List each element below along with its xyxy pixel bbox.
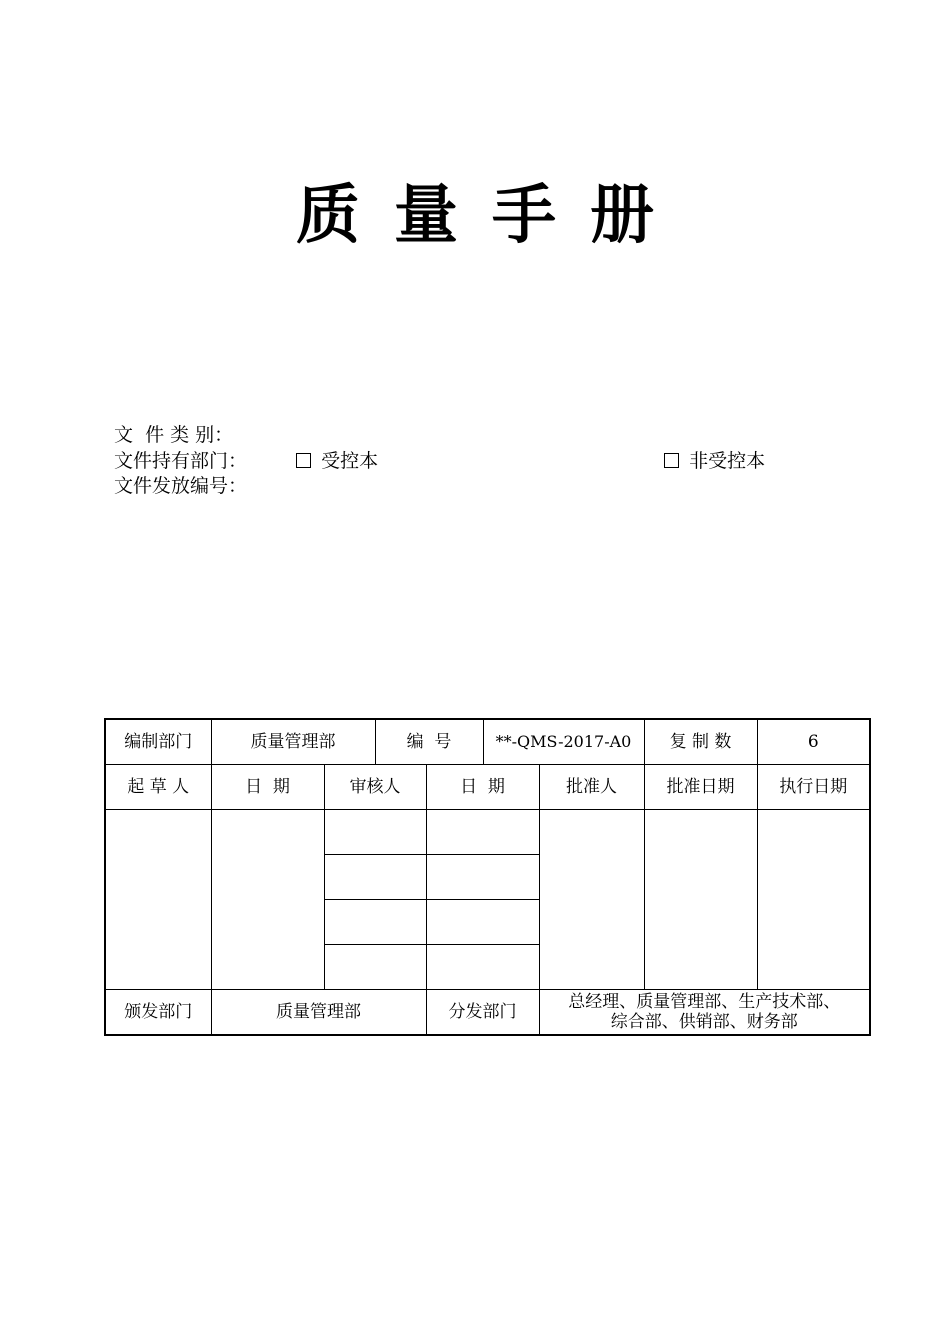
compile-dept-label: 编制部门 [105,719,211,765]
controlled-option[interactable] [284,422,378,474]
date-label-1: 日 期 [211,765,324,810]
table-row [105,765,870,810]
approve-date-cell[interactable] [644,810,757,990]
table-row [105,719,870,765]
effective-date-label: 执行日期 [757,765,870,810]
approve-date-label: 批准日期 [644,765,757,810]
approval-table [104,718,871,1036]
date-cell-1[interactable] [211,810,324,990]
reviewer-cell[interactable] [324,855,426,900]
controlled-label: 受控本 [321,450,379,472]
drafter-cell[interactable] [105,810,211,990]
distribution-line-1: 总经理、质量管理部、生产技术部、 [568,992,841,1012]
distribution-line-2: 综合部、供销部、财务部 [610,1012,798,1032]
reviewer-cell[interactable] [324,945,426,990]
reviewer-label: 审核人 [324,765,426,810]
uncontrolled-option[interactable] [652,422,765,474]
approver-cell[interactable] [539,810,644,990]
category-label: 文 件 类 别： [114,424,234,446]
table-row [105,990,870,1036]
issue-dept-label: 颁发部门 [105,990,211,1036]
document-title: 质量手册 [296,179,688,253]
copies-label: 复 制 数 [644,719,757,765]
uncontrolled-label: 非受控本 [689,450,766,472]
holder-dept-label: 文件持有部门： [114,450,248,472]
review-date-cell[interactable] [426,855,539,900]
distribution-value [539,990,870,1036]
table-row [105,810,870,855]
compile-dept-value: 质量管理部 [211,719,375,765]
review-date-cell[interactable] [426,810,539,855]
reviewer-cell[interactable] [324,810,426,855]
approver-label: 批准人 [539,765,644,810]
drafter-label: 起 草 人 [105,765,211,810]
copies-value: 6 [757,719,870,765]
number-label: 编 号 [375,719,483,765]
distribution-label: 分发部门 [426,990,539,1036]
number-value: **-QMS-2017-A0 [483,719,644,765]
issue-number-label: 文件发放编号： [114,475,248,497]
effective-date-cell[interactable] [757,810,870,990]
issue-dept-value: 质量管理部 [211,990,426,1036]
review-date-cell[interactable] [426,945,539,990]
uncontrolled-checkbox[interactable] [664,453,679,468]
date-label-2: 日 期 [426,765,539,810]
review-date-cell[interactable] [426,900,539,945]
reviewer-cell[interactable] [324,900,426,945]
controlled-checkbox[interactable] [296,453,311,468]
